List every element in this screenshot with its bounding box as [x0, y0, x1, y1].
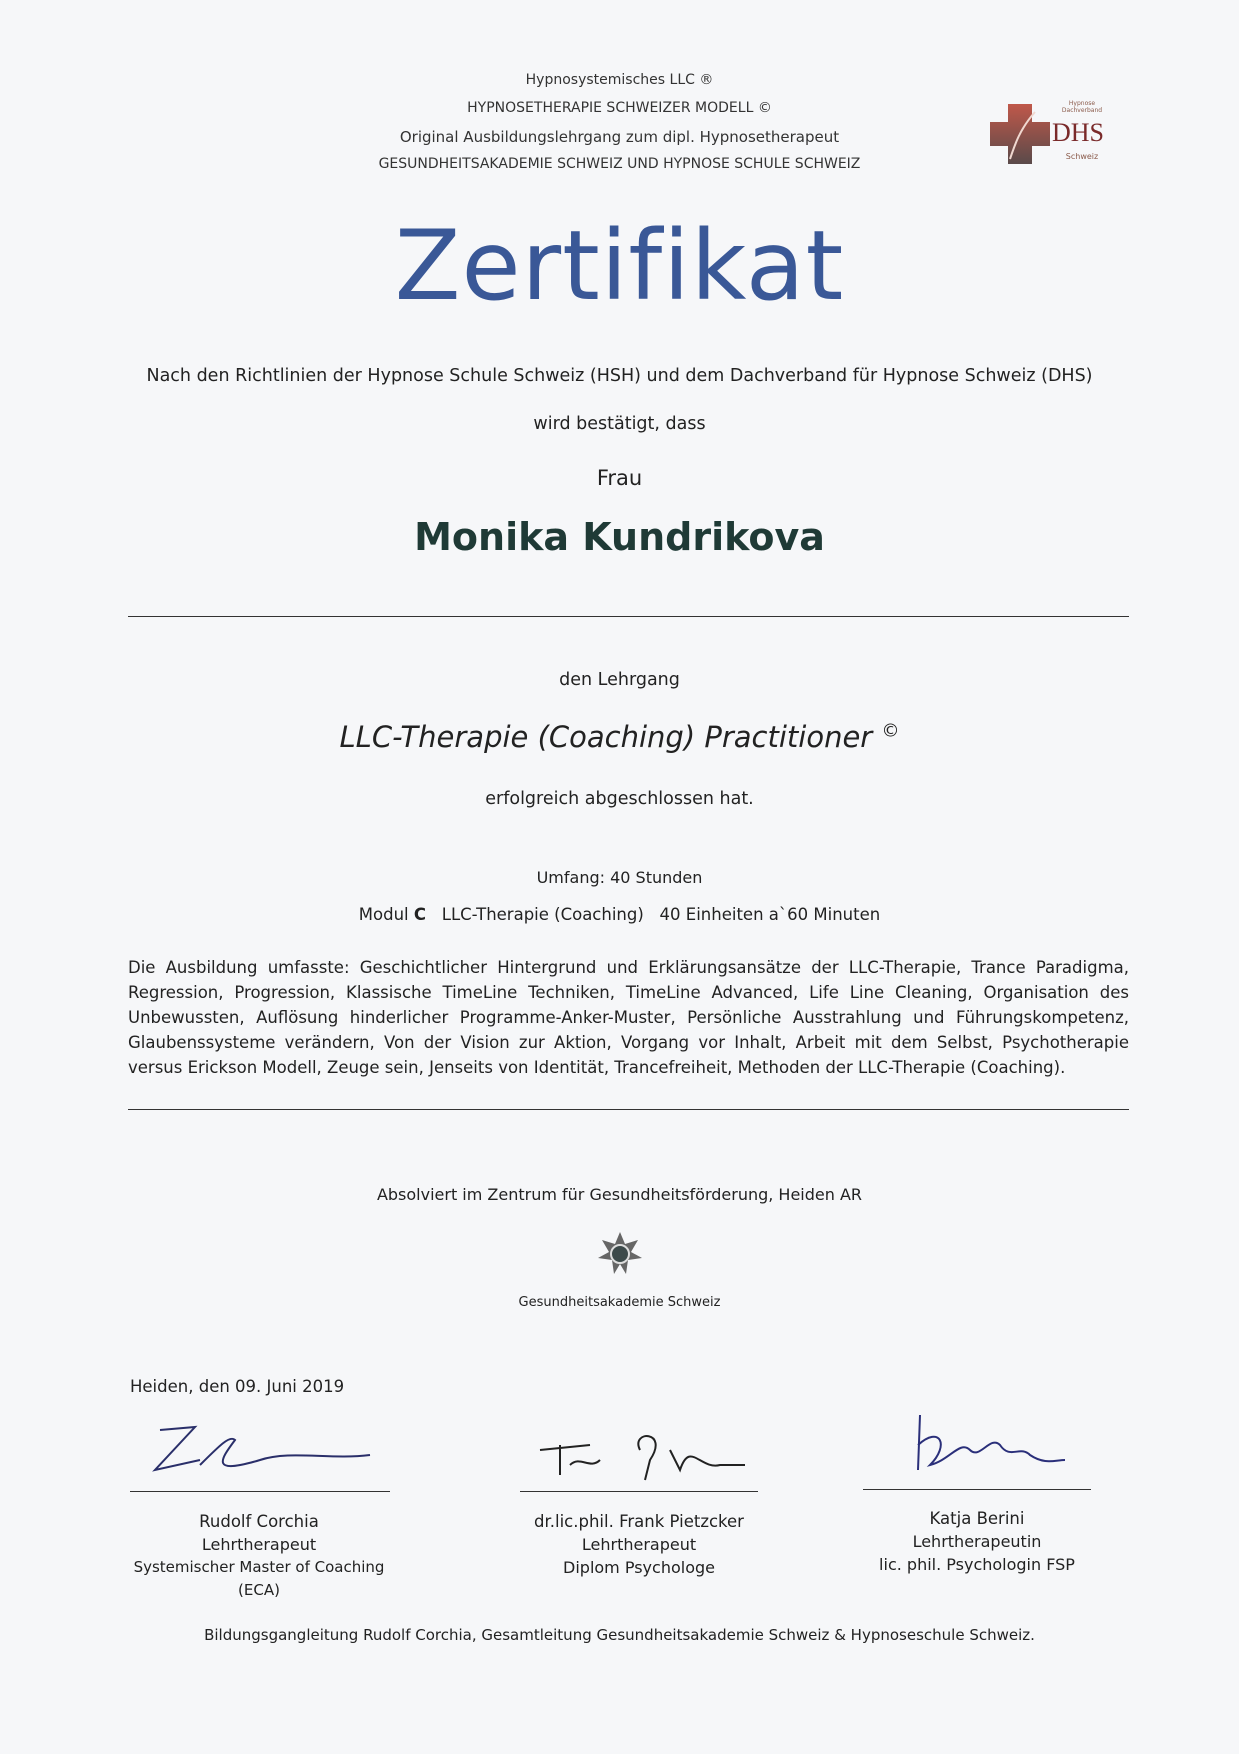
signatory-title: Systemischer Master of Coaching (ECA) [133, 1558, 385, 1599]
academy-star-logo-icon [598, 1232, 642, 1276]
module-line [0, 905, 1239, 924]
header-line-2: HYPNOSETHERAPIE SCHWEIZER MODELL © [467, 100, 772, 116]
header-line-1: Hypnosystemisches LLC ® [525, 72, 714, 88]
academy-name: Gesundheitsakademie Schweiz [518, 1295, 721, 1310]
dhs-logo-main: DHS [1052, 118, 1105, 147]
header-line-4: GESUNDHEITSAKADEMIE SCHWEIZ UND HYPNOSE SCHULE SCHWEIZ [378, 156, 861, 172]
course-title [0, 720, 1239, 754]
signature-pietzcker [530, 1420, 770, 1490]
signatory-title: Diplom Psychologe [563, 1558, 715, 1577]
signatory-2 [499, 1510, 779, 1579]
signature-line [130, 1491, 390, 1492]
intro-text: Nach den Richtlinien der Hypnose Schule Schweiz (HSH) und dem Dachverband für Hypnose Schweiz (DHS) [146, 366, 1093, 386]
signatory-role: Lehrtherapeut [201, 1535, 317, 1554]
signature-berini [900, 1405, 1080, 1485]
completed-text: erfolgreich abgeschlossen hat. [485, 789, 754, 809]
signatory-name: Katja Berini [929, 1509, 1025, 1528]
confirm-text: wird bestätigt, dass [533, 414, 706, 434]
course-intro: den Lehrgang [559, 670, 680, 690]
copyright-mark: © [881, 720, 900, 742]
signature-line [863, 1489, 1091, 1490]
salutation: Frau [596, 466, 643, 490]
cross-icon [990, 104, 1050, 164]
dhs-logo [990, 100, 1120, 170]
divider [128, 616, 1129, 617]
location-text: Absolviert im Zentrum für Gesundheitsförderung, Heiden AR [376, 1185, 863, 1204]
signature-corchia [140, 1415, 380, 1485]
signatory-1 [119, 1510, 399, 1602]
recipient-name: Monika Kundrikova [414, 515, 825, 559]
module-units: 40 Einheiten a`60 Minuten [659, 905, 881, 924]
signatory-role: Lehrtherapeut [581, 1535, 697, 1554]
signatory-name: dr.lic.phil. Frank Pietzcker [534, 1512, 744, 1531]
module-name: LLC-Therapie (Coaching) [441, 905, 644, 924]
signature-line [520, 1491, 758, 1492]
module-label: Modul [358, 905, 409, 924]
certificate-title: Zertifikat [394, 210, 845, 322]
scope-text: Umfang: 40 Stunden [536, 868, 703, 887]
module-code: C [413, 905, 427, 924]
signatory-title: lic. phil. Psychologin FSP [879, 1555, 1075, 1574]
footer-text: Bildungsgangleitung Rudolf Corchia, Gesamtleitung Gesundheitsakademie Schweiz & Hypnoseschule Schweiz. [204, 1626, 1035, 1644]
dhs-logo-top: Hypnose Dachverband [1061, 100, 1103, 114]
signatory-role: Lehrtherapeutin [912, 1532, 1042, 1551]
dhs-logo-bottom: Schweiz [1065, 152, 1099, 161]
course-name: LLC-Therapie (Coaching) Practitioner [339, 720, 873, 754]
description-paragraph: Die Ausbildung umfasste: Geschichtlicher Hintergrund und Erklärungsansätze der LLC-Therapie, Trance Paradigma, Regression, Progression, Klassische TimeLine Techniken, TimeLine Advanced, Life Line Cleaning, Organisation des Unbewussten, Auflösung hinderlicher Programme-Anker-Muster, Persönliche Ausstrahlung und Führungskompetenz, Glaubenssysteme verändern, Von der Vision zur Aktion, Vorgang vor Inhalt, Arbeit mit dem Selbst, Psychotherapie versus Erickson Modell, Zeuge sein, Jenseits von Identität, Trancefreiheit, Methoden der LLC-Therapie (Coaching). [128, 958, 1129, 1077]
divider [128, 1109, 1129, 1110]
signatory-name: Rudolf Corchia [199, 1512, 319, 1531]
signatory-3 [837, 1507, 1117, 1576]
header-line-3: Original Ausbildungslehrgang zum dipl. Hypnosetherapeut [399, 128, 840, 146]
date-place: Heiden, den 09. Juni 2019 [130, 1377, 345, 1396]
